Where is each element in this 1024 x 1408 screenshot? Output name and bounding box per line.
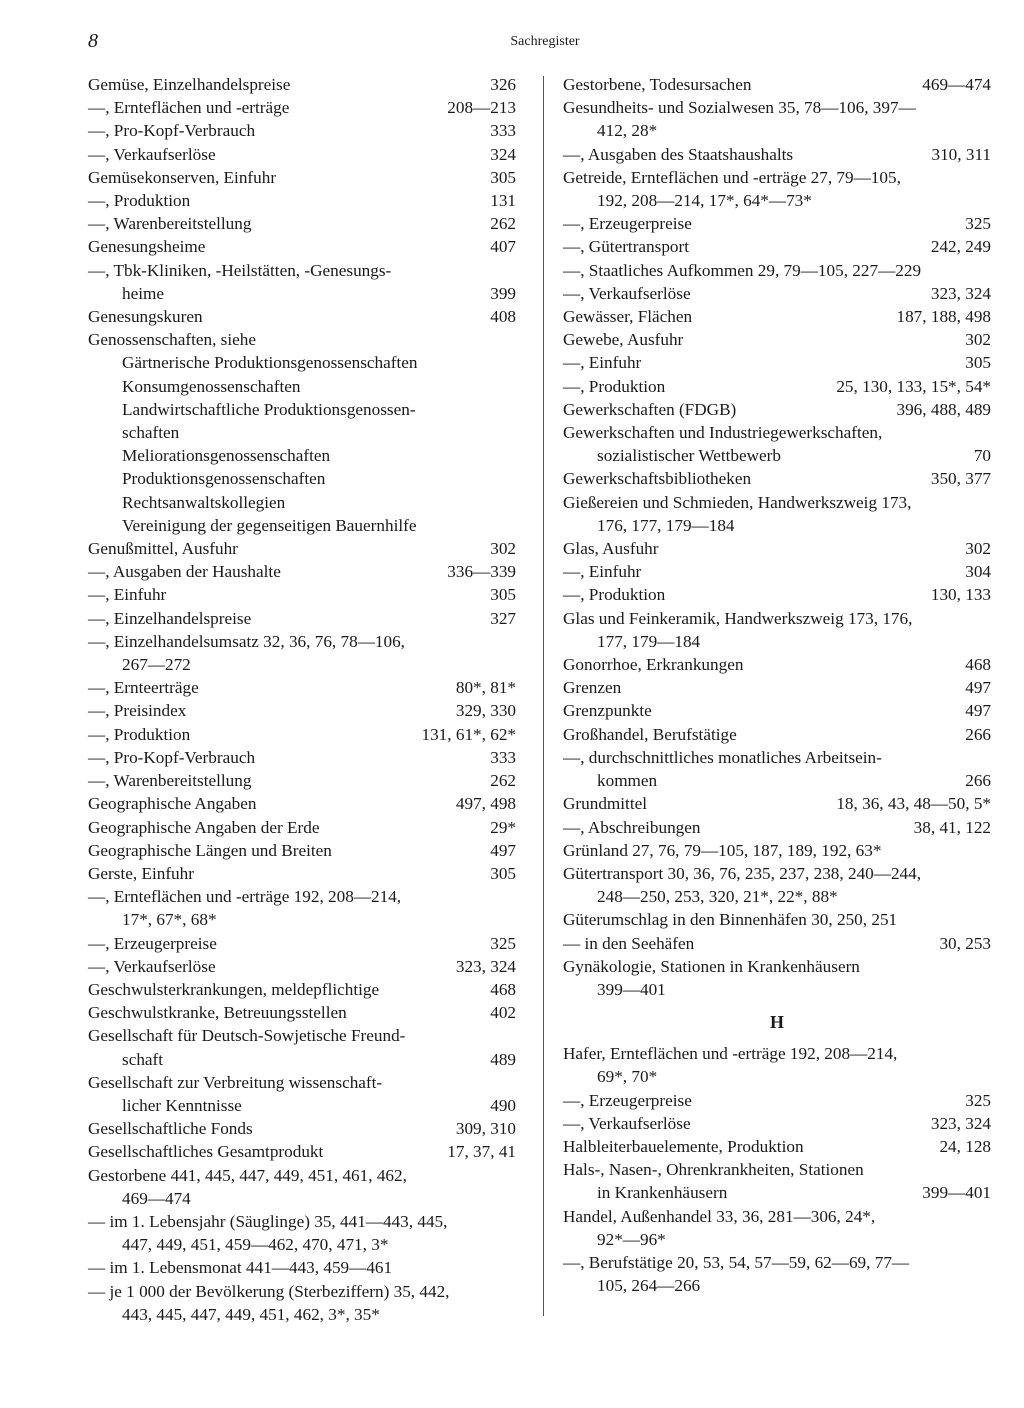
entry-term: Hafer, Ernteflächen und -erträge 192, 208—214,	[563, 1044, 898, 1064]
entry-term: Getreide, Ernteflächen und -erträge 27, 79—105,	[563, 167, 901, 187]
entry-term: Gestorbene 441, 445, 447, 449, 451, 461, 462,	[88, 1165, 407, 1185]
index-entry	[88, 792, 516, 815]
entry-term: Grenzen	[563, 678, 622, 698]
entry-pages: 131, 61*, 62*	[421, 724, 516, 744]
index-entry	[563, 235, 991, 258]
entry-term: Hals-, Nasen-, Ohrenkrankheiten, Stationen	[563, 1160, 864, 1180]
entry-term: 248—250, 253, 320, 21*, 22*, 88*	[597, 887, 838, 907]
entry-term: 92*—96*	[597, 1229, 666, 1249]
index-entry	[88, 630, 516, 653]
entry-term: schaften	[122, 423, 180, 443]
index-entry	[563, 96, 991, 119]
entry-pages: 336—339	[447, 562, 516, 582]
entry-term: —, Einzelhandelspreise	[88, 608, 252, 628]
entry-pages: 130, 133	[930, 585, 991, 605]
entry-pages: 407	[490, 237, 516, 257]
index-entry	[563, 1135, 991, 1158]
index-entry	[88, 560, 516, 583]
index-entry	[88, 1140, 516, 1163]
index-entry	[88, 723, 516, 746]
index-column-right	[563, 73, 991, 1297]
index-entry	[563, 259, 991, 282]
entry-term: —, Verkaufserlöse	[563, 1113, 691, 1133]
entry-term: Genußmittel, Ausfuhr	[88, 539, 238, 559]
entry-term: Gerste, Einfuhr	[88, 863, 194, 883]
entry-pages: 402	[490, 1003, 516, 1023]
entry-term: —, Erzeugerpreise	[563, 214, 692, 234]
entry-term: Handel, Außenhandel 33, 36, 281—306, 24*,	[563, 1206, 876, 1226]
entry-pages: 208—213	[447, 98, 516, 118]
index-entry	[563, 885, 991, 908]
index-entry	[88, 1094, 516, 1117]
entry-term: —, Verkaufserlöse	[88, 956, 216, 976]
index-entry	[563, 676, 991, 699]
entry-term: kommen	[597, 771, 658, 791]
entry-term: Gesundheits- und Sozialwesen 35, 78—106, 397—	[563, 98, 916, 118]
entry-pages: 333	[490, 747, 516, 767]
index-entry	[563, 1181, 991, 1204]
entry-term: —, Ernteflächen und -erträge	[88, 98, 290, 118]
entry-pages: 30, 253	[939, 933, 991, 953]
entry-pages: 29*	[490, 817, 516, 837]
entry-pages: 497, 498	[455, 794, 516, 814]
entry-term: 443, 445, 447, 449, 451, 462, 3*, 35*	[122, 1304, 380, 1324]
entry-term: Gütertransport 30, 36, 76, 235, 237, 238, 240—244,	[563, 863, 922, 883]
index-entry	[563, 189, 991, 212]
entry-term: 17*, 67*, 68*	[122, 910, 217, 930]
entry-term: Gesellschaftliches Gesamtprodukt	[88, 1142, 324, 1162]
entry-term: — in den Seehäfen	[563, 933, 695, 953]
entry-term: —, Warenbereitstellung	[88, 214, 252, 234]
index-entry	[88, 885, 516, 908]
entry-term: Geographische Längen und Breiten	[88, 840, 332, 860]
index-entry	[88, 537, 516, 560]
index-entry	[88, 282, 516, 305]
entry-term: —, Tbk-Kliniken, -Heilstätten, -Genesungs-	[88, 260, 392, 280]
index-entry	[563, 398, 991, 421]
entry-pages: 80*, 81*	[455, 678, 516, 698]
entry-pages: 305	[490, 863, 516, 883]
entry-term: —, Produktion	[88, 191, 191, 211]
entry-term: Rechtsanwaltskollegien	[122, 492, 286, 512]
entry-pages: 399	[490, 283, 516, 303]
index-entry	[88, 676, 516, 699]
entry-pages: 304	[965, 562, 991, 582]
entry-term: Geschwulstkranke, Betreuungsstellen	[88, 1003, 347, 1023]
index-entry	[88, 1164, 516, 1187]
entry-pages: 327	[490, 608, 516, 628]
index-entry	[88, 166, 516, 189]
entry-term: —, Verkaufserlöse	[563, 283, 691, 303]
index-entry	[563, 653, 991, 676]
index-entry	[563, 1112, 991, 1135]
entry-term: Gynäkologie, Stationen in Krankenhäusern	[563, 956, 860, 976]
index-entry	[88, 746, 516, 769]
entry-pages: 18, 36, 43, 48—50, 5*	[836, 794, 991, 814]
entry-pages: 266	[965, 724, 991, 744]
entry-pages: 262	[490, 771, 516, 791]
entry-pages: 489	[490, 1049, 516, 1069]
index-entry	[88, 328, 516, 351]
entry-term: Grenzpunkte	[563, 701, 652, 721]
index-entry	[88, 769, 516, 792]
entry-pages: 242, 249	[930, 237, 991, 257]
entry-term: Grünland 27, 76, 79—105, 187, 189, 192, 63*	[563, 840, 882, 860]
index-entry	[563, 769, 991, 792]
index-entry	[563, 908, 991, 931]
entry-pages: 497	[965, 678, 991, 698]
index-entry	[88, 421, 516, 444]
entry-term: in Krankenhäusern	[597, 1183, 728, 1203]
index-entry	[88, 514, 516, 537]
entry-term: 192, 208—214, 17*, 64*—73*	[597, 191, 812, 211]
index-entry	[88, 862, 516, 885]
entry-pages: 302	[965, 330, 991, 350]
entry-term: Güterumschlag in den Binnenhäfen 30, 250, 251	[563, 910, 898, 930]
entry-term: —, Pro-Kopf-Verbrauch	[88, 121, 256, 141]
index-entry	[88, 699, 516, 722]
index-entry	[563, 1228, 991, 1251]
index-column-left	[88, 73, 516, 1326]
entry-term: —, Einfuhr	[88, 585, 167, 605]
entry-term: —, Produktion	[563, 585, 666, 605]
entry-term: —, Berufstätige 20, 53, 54, 57—59, 62—69, 77—	[563, 1252, 910, 1272]
entry-term: —, Ernteflächen und -erträge 192, 208—214,	[88, 887, 402, 907]
index-entry	[563, 723, 991, 746]
entry-term: —, Abschreibungen	[563, 817, 701, 837]
entry-pages: 305	[490, 585, 516, 605]
entry-term: 412, 28*	[597, 121, 658, 141]
index-entry	[88, 351, 516, 374]
entry-pages: 325	[965, 1090, 991, 1110]
index-entry	[88, 908, 516, 931]
index-entry	[88, 1233, 516, 1256]
entry-pages: 329, 330	[455, 701, 516, 721]
index-entry	[563, 1251, 991, 1274]
entry-pages: 302	[490, 539, 516, 559]
entry-pages: 310, 311	[931, 144, 991, 164]
index-entry	[88, 1210, 516, 1233]
index-entry	[88, 1303, 516, 1326]
entry-term: Glas und Feinkeramik, Handwerkszweig 173, 176,	[563, 608, 913, 628]
entry-term: Meliorationsgenossenschaften	[122, 446, 331, 466]
index-entry	[563, 282, 991, 305]
entry-pages: 324	[490, 144, 516, 164]
index-entry	[88, 978, 516, 1001]
index-entry	[88, 955, 516, 978]
index-entry	[88, 212, 516, 235]
entry-term: Geographische Angaben der Erde	[88, 817, 320, 837]
entry-pages: 323, 324	[930, 283, 991, 303]
index-entry	[88, 1024, 516, 1047]
entry-pages: 25, 130, 133, 15*, 54*	[836, 376, 991, 396]
entry-pages: 70	[973, 446, 991, 466]
entry-term: — im 1. Lebensjahr (Säuglinge) 35, 441—443, 445,	[88, 1211, 448, 1231]
index-entry	[88, 444, 516, 467]
index-entry	[88, 398, 516, 421]
running-head: Sachregister	[510, 34, 580, 49]
index-entry	[563, 560, 991, 583]
entry-term: —, durchschnittliches monatliches Arbeitsein-	[563, 747, 882, 767]
index-entry	[563, 932, 991, 955]
index-entry	[88, 235, 516, 258]
entry-term: Gewerkschaften (FDGB)	[563, 399, 737, 419]
entry-term: licher Kenntnisse	[122, 1095, 242, 1115]
entry-term: Konsumgenossenschaften	[122, 376, 301, 396]
column-divider	[543, 76, 544, 1316]
entry-pages: 468	[490, 979, 516, 999]
entry-term: Grundmittel	[563, 794, 648, 814]
entry-term: Gesellschaft für Deutsch-Sowjetische Freund-	[88, 1026, 406, 1046]
index-entry	[563, 1274, 991, 1297]
entry-term: Genesungsheime	[88, 237, 206, 257]
index-entry	[88, 96, 516, 119]
entry-term: Gießereien und Schmieden, Handwerkszweig 173,	[563, 492, 912, 512]
entry-term: Gewässer, Flächen	[563, 307, 693, 327]
entry-term: Landwirtschaftliche Produktionsgenossen-	[122, 399, 416, 419]
index-entry	[563, 212, 991, 235]
entry-term: Genesungskuren	[88, 307, 203, 327]
entry-pages: 262	[490, 214, 516, 234]
index-entry	[88, 467, 516, 490]
entry-term: —, Warenbereitstellung	[88, 771, 252, 791]
entry-pages: 305	[965, 353, 991, 373]
index-entry	[563, 1089, 991, 1112]
entry-term: 267—272	[122, 655, 191, 675]
entry-pages: 323, 324	[455, 956, 516, 976]
entry-term: —, Einfuhr	[563, 353, 642, 373]
entry-term: — je 1 000 der Bevölkerung (Sterbeziffern) 35, 442,	[88, 1281, 450, 1301]
index-entry	[88, 73, 516, 96]
entry-term: schaft	[122, 1049, 164, 1069]
entry-pages: 408	[490, 307, 516, 327]
entry-term: —, Einfuhr	[563, 562, 642, 582]
entry-term: 399—401	[597, 979, 666, 999]
index-entry	[563, 305, 991, 328]
entry-pages: 187, 188, 498	[896, 307, 991, 327]
entry-pages: 309, 310	[455, 1119, 516, 1139]
entry-term: sozialistischer Wettbewerb	[597, 446, 781, 466]
entry-term: —, Verkaufserlöse	[88, 144, 216, 164]
index-entry	[88, 1256, 516, 1279]
index-entry	[88, 583, 516, 606]
entry-pages: 333	[490, 121, 516, 141]
entry-term: Gesellschaftliche Fonds	[88, 1119, 253, 1139]
entry-term: Großhandel, Berufstätige	[563, 724, 737, 744]
entry-term: 69*, 70*	[597, 1067, 658, 1087]
index-entry	[88, 816, 516, 839]
index-entry	[563, 491, 991, 514]
entry-pages: 305	[490, 167, 516, 187]
index-entry	[563, 514, 991, 537]
entry-pages: 323, 324	[930, 1113, 991, 1133]
index-entry	[563, 816, 991, 839]
entry-term: Gewebe, Ausfuhr	[563, 330, 684, 350]
index-entry	[88, 932, 516, 955]
entry-term: Halbleiterbauelemente, Produktion	[563, 1136, 804, 1156]
entry-pages: 131	[490, 191, 516, 211]
entry-term: —, Produktion	[563, 376, 666, 396]
entry-term: —, Erzeugerpreise	[563, 1090, 692, 1110]
entry-term: —, Ausgaben des Staatshaushalts	[563, 144, 794, 164]
index-entry	[563, 1205, 991, 1228]
entry-pages: 490	[490, 1095, 516, 1115]
index-entry	[88, 305, 516, 328]
entry-pages: 350, 377	[930, 469, 991, 489]
index-entry	[563, 444, 991, 467]
entry-term: — im 1. Lebensmonat 441—443, 459—461	[88, 1258, 393, 1278]
entry-term: —, Ernteerträge	[88, 678, 199, 698]
index-entry	[88, 1048, 516, 1071]
index-entry	[563, 839, 991, 862]
index-entry	[563, 351, 991, 374]
index-entry	[563, 143, 991, 166]
entry-term: Gewerkschaftsbibliotheken	[563, 469, 752, 489]
entry-pages: 325	[490, 933, 516, 953]
entry-term: —, Staatliches Aufkommen 29, 79—105, 227—229	[563, 260, 922, 280]
index-entry	[563, 792, 991, 815]
index-entry	[563, 583, 991, 606]
index-entry	[88, 189, 516, 212]
entry-pages: 497	[965, 701, 991, 721]
index-entry	[88, 119, 516, 142]
index-entry	[563, 862, 991, 885]
section-letter-heading: H	[769, 1012, 784, 1033]
entry-term: Vereinigung der gegenseitigen Bauernhilfe	[122, 515, 417, 535]
entry-term: 447, 449, 451, 459—462, 470, 471, 3*	[122, 1235, 389, 1255]
index-entry	[88, 607, 516, 630]
entry-term: 469—474	[122, 1188, 191, 1208]
index-entry	[563, 978, 991, 1001]
index-entry	[88, 1117, 516, 1140]
index-entry	[563, 1158, 991, 1181]
index-entry	[563, 375, 991, 398]
index-entry	[563, 1042, 991, 1065]
entry-term: Produktionsgenossenschaften	[122, 469, 326, 489]
index-entry	[563, 955, 991, 978]
index-entry	[563, 699, 991, 722]
entry-pages: 497	[490, 840, 516, 860]
entry-term: —, Gütertransport	[563, 237, 690, 257]
entry-pages: 468	[965, 655, 991, 675]
entry-term: —, Einzelhandelsumsatz 32, 36, 76, 78—106,	[88, 631, 405, 651]
entry-term: Genossenschaften, siehe	[88, 330, 256, 350]
entry-term: —, Produktion	[88, 724, 191, 744]
entry-term: —, Ausgaben der Haushalte	[88, 562, 281, 582]
index-entry	[88, 1001, 516, 1024]
index-entry	[563, 537, 991, 560]
entry-pages: 399—401	[922, 1183, 991, 1203]
index-entry	[563, 328, 991, 351]
index-entry	[563, 746, 991, 769]
entry-pages: 38, 41, 122	[913, 817, 991, 837]
entry-pages: 325	[965, 214, 991, 234]
index-entry	[88, 1187, 516, 1210]
index-entry	[563, 119, 991, 142]
entry-term: heime	[122, 283, 164, 303]
entry-term: Gesellschaft zur Verbreitung wissenschaft-	[88, 1072, 383, 1092]
index-entry	[88, 259, 516, 282]
entry-term: Geschwulsterkrankungen, meldepflichtige	[88, 979, 380, 999]
entry-term: Gemüsekonserven, Einfuhr	[88, 167, 277, 187]
index-entry	[88, 839, 516, 862]
entry-pages: 326	[490, 75, 516, 94]
entry-pages: 266	[965, 771, 991, 791]
page-number: 8	[88, 30, 98, 52]
index-entry	[563, 421, 991, 444]
index-entry	[563, 630, 991, 653]
entry-term: Glas, Ausfuhr	[563, 539, 659, 559]
entry-term: Geographische Angaben	[88, 794, 257, 814]
index-entry	[88, 491, 516, 514]
entry-term: 177, 179—184	[597, 631, 701, 651]
index-entry	[563, 467, 991, 490]
index-entry	[88, 1071, 516, 1094]
entry-pages: 396, 488, 489	[896, 399, 991, 419]
entry-pages: 24, 128	[939, 1136, 991, 1156]
entry-term: Gewerkschaften und Industriegewerkschaften,	[563, 423, 883, 443]
entry-term: Gonorrhoe, Erkrankungen	[563, 655, 744, 675]
entry-term: Gärtnerische Produktionsgenossenschaften	[122, 353, 418, 373]
entry-term: —, Pro-Kopf-Verbrauch	[88, 747, 256, 767]
entry-term: —, Erzeugerpreise	[88, 933, 217, 953]
index-entry	[563, 166, 991, 189]
entry-pages: 302	[965, 539, 991, 559]
entry-term: —, Preisindex	[88, 701, 187, 721]
index-entry	[88, 1280, 516, 1303]
entry-term: Gemüse, Einzelhandelspreise	[88, 75, 291, 94]
entry-pages: 17, 37, 41	[447, 1142, 516, 1162]
entry-term: 105, 264—266	[597, 1276, 701, 1296]
index-entry	[88, 653, 516, 676]
entry-term: 176, 177, 179—184	[597, 515, 735, 535]
entry-term: Gestorbene, Todesursachen	[563, 75, 752, 94]
index-entry	[563, 73, 991, 96]
entry-pages: 469—474	[922, 75, 991, 94]
index-entry	[563, 607, 991, 630]
index-entry	[88, 375, 516, 398]
index-entry	[563, 1065, 991, 1088]
index-entry	[88, 143, 516, 166]
